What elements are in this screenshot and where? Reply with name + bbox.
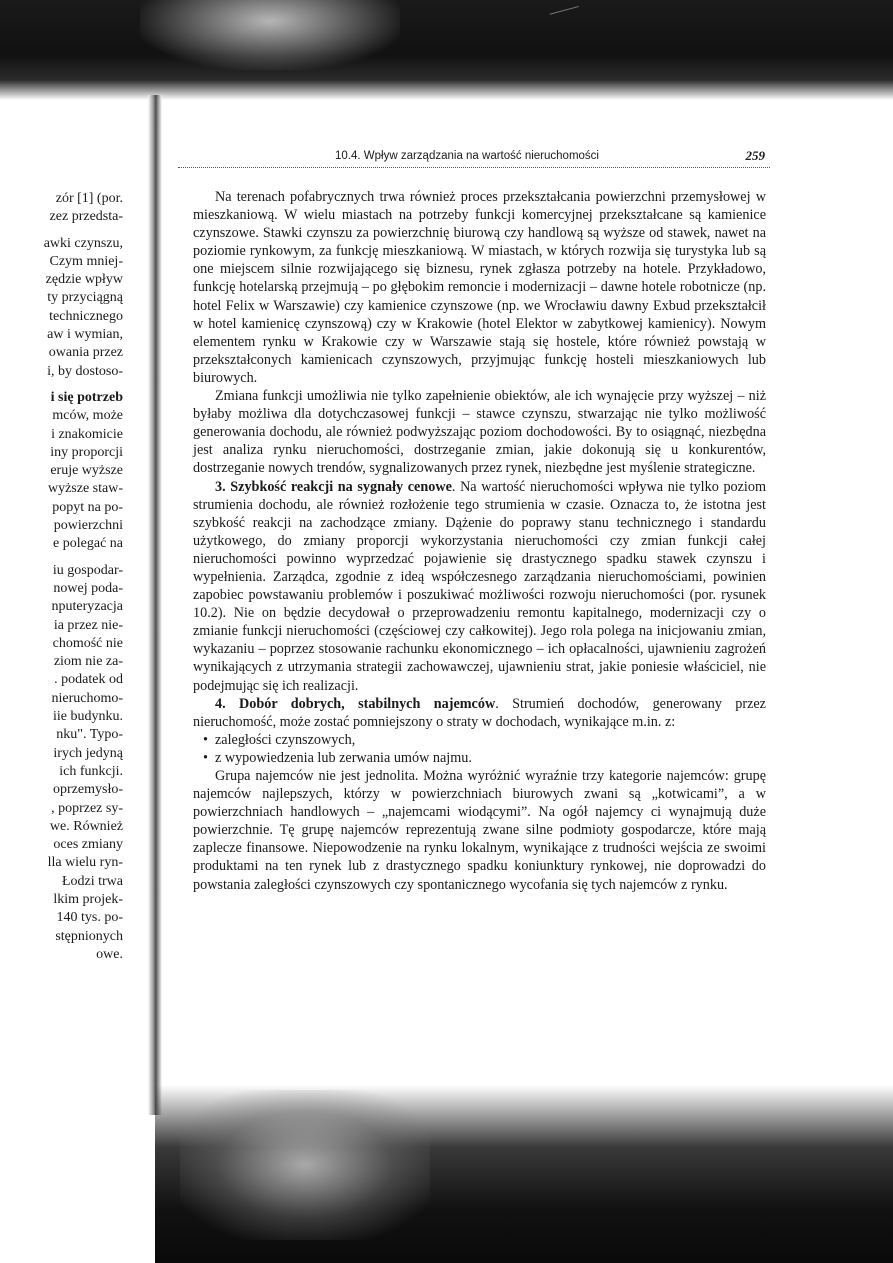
section-heading-4: 4. Dobór dobrych, stabilnych najemców	[215, 695, 496, 712]
left-page-line: ia przez nie-	[53, 617, 123, 633]
left-page-line	[18, 227, 123, 235]
left-page-line: aw i wymian,	[47, 327, 123, 343]
left-page-line: technicznego	[49, 308, 123, 324]
left-page-line: zędzie wpływ	[45, 272, 123, 288]
left-page-fragment	[18, 190, 123, 964]
left-page-line: 140 tys. po-	[56, 910, 123, 926]
left-page-line	[18, 554, 123, 562]
loss-list	[193, 731, 766, 767]
left-page-line: owania przez	[48, 345, 123, 361]
paragraph-5: Grupa najemców nie jest jednolita. Można wyróżnić wyraźnie trzy kategorie najemców: grupę najemców najlepszych, którzy w powierzchniach biurowych zwani są „kotwicami”, a w powierzchniach handlowych – „najemcami wiodącymi”. Na ogół najemcy ci wynajmują duże powierzchnie. Tę grupę najemców reprezentują zwane silne podmioty gospodarcze, które mają zaplecze finansowe. Niepowodzenie na rynku lokalnym, wynikające z trudności wejścia ze swoimi produktami na ten rynek lub z drastycznego spadku koniunktury rynkowej, nie doprowadzi do powstania zaległości czynszowych czy spontanicznego wycofania się tych najemców z rynku.	[193, 768, 766, 893]
left-page-line: powierzchni	[53, 518, 123, 534]
left-page-line: Czym mniej-	[49, 253, 123, 269]
left-page-line: lkim projek-	[53, 891, 123, 907]
paragraph-1: Na terenach pofabrycznych trwa również proces przekształcania powierzchni przemysłowej w mieszkaniową. W wielu miastach na potrzeby funkcji komercyjnej przekształcane są kamienice czynszowe. Stawki czynszu za powierzchnię biurową czy handlową są wyższe od stawek, nawet na poziomie rynkowym, za funkcję mieszkaniową. W miastach, w których rozwija się turystyka lub są one miejscem silnie rozwijającego się biznesu, rynek zgłasza potrzeby na hotele. Przykładowo, funkcję hotelarską przejmują – po głębokim remoncie i modernizacji – dawne hotele robotnicze (np. hotel Felix w Warszawie) czy kamienice czynszowe (np. we Wrocławiu dawny Exbud przekształcił w hotel kamienicę czynszową) czy w Krakowie (hotel Elektor w zabytkowej kamienicy). Nowym elementem rynku w Krakowie czy w Warszawie stają się hostele, które również powstają w przekształconych kamienicach czynszowych, przyjmując funkcję hosteli mieszkaniowych lub biurowych.	[193, 189, 766, 386]
left-page-line: ty przyciągną	[47, 290, 123, 306]
header-rule	[178, 167, 770, 168]
left-page-line: stępnionych	[55, 928, 123, 944]
left-page-line: awki czynszu,	[43, 235, 123, 251]
scan-highlight-top	[140, 0, 400, 70]
page-number: 259	[745, 148, 765, 163]
left-page-line: nputeryzacja	[51, 599, 123, 615]
left-page-line: ich funkcji.	[59, 763, 123, 779]
left-page-line: , poprzez sy-	[51, 800, 123, 816]
left-page-line: nieruchomo-	[51, 690, 123, 706]
left-page-line: zez przedsta-	[49, 209, 123, 225]
paragraph-2: Zmiana funkcji umożliwia nie tylko zapełnienie obiektów, ale ich wynajęcie przy wyższej – niż byłaby możliwa dla dotychczasowej funkcji – stawce czynszu, stwarzając nie tylko możliwość generowania dochodu, ale również podwyższając poziom dochodowości. By to osiągnąć, niezbędna jest analiza rynku nieruchomości, dostrzeganie zmian, jakie dokonują się u konkurentów, dostrzeganie nowych trendów, sygnalizowanych przez rynek, niezbędne jest myślenie strategiczne.	[193, 388, 766, 477]
left-page-line: iu gospodar-	[52, 562, 123, 578]
left-page-line: i, by dostoso-	[47, 363, 123, 379]
left-page-line	[18, 381, 123, 389]
left-page-line: wyższe staw-	[47, 481, 123, 497]
scan-highlight-bottom	[180, 1090, 430, 1240]
left-page-line: lla wielu ryn-	[47, 855, 123, 871]
scan-shadow-top	[0, 0, 893, 100]
book-gutter	[148, 95, 162, 1115]
paragraph-3	[193, 478, 766, 695]
left-page-line: zór [1] (por.	[55, 191, 123, 206]
left-page-line: iny proporcji	[50, 444, 123, 460]
left-page-line: ziom nie za-	[53, 654, 123, 670]
left-page-line: nku". Typo-	[56, 727, 123, 743]
left-page-line: oprzemysło-	[53, 782, 123, 798]
left-page-line: chomość nie	[52, 635, 123, 651]
left-page-line: we. Również	[49, 818, 123, 834]
left-page-line: i znakomicie	[51, 426, 123, 442]
left-page-line: owe.	[96, 946, 123, 962]
left-page-line: i się potrzeb	[50, 389, 123, 405]
left-page-line: popyt na po-	[52, 499, 123, 515]
paragraph-4	[193, 695, 766, 731]
left-page-line: irych jedyną	[53, 745, 123, 761]
left-page-line: iie budynku.	[53, 709, 123, 725]
paragraph-3-body: . Na wartość nieruchomości wpływa nie tylko poziom strumienia dochodu, ale również rozłożenie tego strumienia w czasie. Oznacza to, że istotna jest szybkość reakcji na zachodzące zmiany. Dążenie do poprawy stanu technicznego i standardu użytkowego, do zmiany proporcji wykorzystania nieruchomości czy zmian funkcji całej nieruchomości powinno wyprzedzać pojawienie się drastycznego spadku stawek czynszu i wypełnienia. Zarządca, zgodnie z ideą współczesnego zarządzania nieruchomościami, powinien zapobiec powstawaniu problemów i poszukiwać możliwości rozwoju nieruchomości (por. rysunek 10.2). Nie on będzie decydował o przeprowadzeniu remontu kapitalnego, modernizacji czy o zmianie funkcji nieruchomości (częściowej czy całkowitej). Jego rola polega na inicjowaniu zmian, wykazaniu – poprzez stosowanie rachunku ekonomicznego – ich opłacalności, ujawnieniu zagrożeń wynikających z utrzymania strategii zachowawczej, ujawnieniu strat, jakie poniesie właściciel, nie podejmując się ich realizacji.	[193, 478, 766, 694]
section-heading-3: 3. Szybkość reakcji na sygnały cenowe	[215, 478, 452, 495]
left-page-line: Łodzi trwa	[61, 873, 123, 889]
list-item: • zaległości czynszowych,	[203, 731, 766, 749]
left-page-line: oces zmiany	[53, 837, 123, 853]
main-text	[193, 188, 766, 894]
paragraph-4-body: . Strumień dochodów, generowany przez nieruchomość, może zostać pomniejszony o straty w dochodach, wynikające m.in. z:	[193, 695, 766, 730]
left-page-line: nowej poda-	[53, 580, 123, 596]
left-page-line: eruje wyższe	[50, 463, 123, 479]
left-page-line: mców, może	[52, 408, 123, 424]
left-page-line: e polegać na	[53, 536, 123, 552]
running-header-title: 10.4. Wpływ zarządzania na wartość nieruchomości	[335, 150, 599, 162]
list-item: • z wypowiedzenia lub zerwania umów najmu.	[203, 749, 766, 767]
left-page-line: . podatek od	[54, 672, 123, 688]
